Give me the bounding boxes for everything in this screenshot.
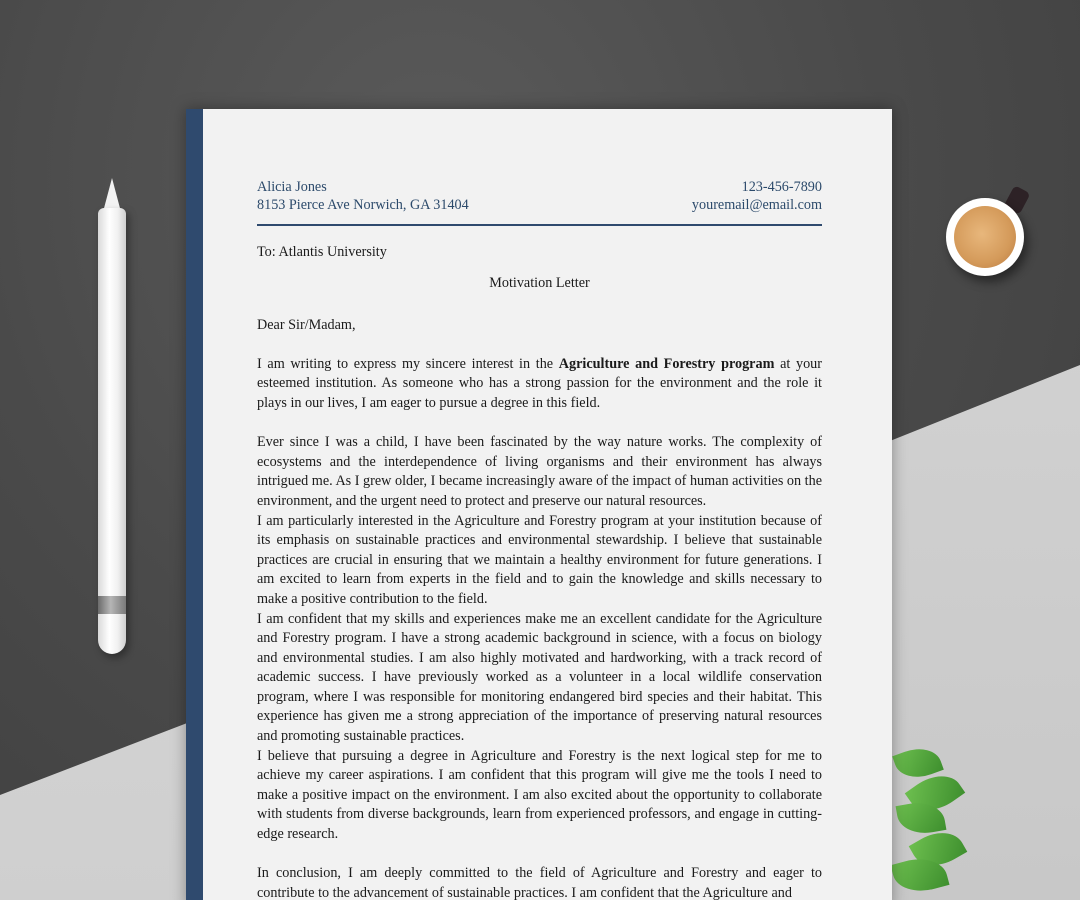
paragraph-1 [257, 355, 822, 414]
sender-email: youremail@email.com [691, 196, 822, 213]
pencil-tip [103, 178, 121, 212]
sender-name: Alicia Jones [257, 179, 327, 195]
plant-leaves [890, 740, 970, 900]
sender-phone: 123-456-7890 [741, 179, 822, 195]
paragraph-5: I believe that pursuing a degree in Agriculture and Forestry is the next logical step for me to achieve my career aspirations. I am confident that this program will give me the tools I need to make a positive impact on the environment. I am also excited about the opportunity to collaborate with students from diverse backgrounds, learn from experienced professors, and engage in cutting-edge research. [257, 747, 822, 843]
paragraph-6: In conclusion, I am deeply committed to the field of Agriculture and Forestry and eager to contribute to the advancement of sustainable practices. I am confident that the Agriculture and [257, 865, 822, 900]
paragraph-1-start: I am writing to express my sincere interest in the [257, 355, 559, 372]
paragraph-1-end: at your esteemed institution. As someone who has a strong passion for the environment and the role it plays in our lives, I am eager to pursue a degree in this field. [257, 355, 822, 411]
accent-stripe [186, 109, 203, 900]
letter-content [257, 179, 822, 900]
letter-paper [186, 109, 892, 900]
header-divider [257, 224, 822, 226]
letter-title: Motivation Letter [489, 274, 590, 291]
paragraph-2: Ever since I was a child, I have been fascinated by the way nature works. The complexity of ecosystems and the interdependence of living organisms and their environment has always intrigued me. As I grew older, I became increasingly aware of the impact of human activities on the environment, and the urgent need to protect and preserve our natural resources. [257, 434, 822, 509]
coffee-liquid [954, 206, 1016, 268]
recipient-line: To: Atlantis University [257, 244, 387, 260]
paragraph-4: I am confident that my skills and experiences make me an excellent candidate for the Agriculture and Forestry program. I have a strong academic background in science, with a focus on biology and environmental studies. I am also highly motivated and hardworking, with a track record of academic success. I have previously worked as a volunteer in a local wildlife conservation program, where I was responsible for monitoring endangered bird species and their habitat. This experience has given me a strong appreciation of the importance of preserving natural resources and promoting sustainable practices. [257, 610, 822, 745]
sender-address: 8153 Pierce Ave Norwich, GA 31404 [257, 196, 469, 213]
sender-block [257, 179, 469, 214]
stylus-pencil [98, 178, 126, 654]
coffee-cup [946, 198, 1026, 278]
contact-block [692, 179, 822, 214]
pencil-band [98, 596, 126, 614]
letter-header [257, 179, 822, 214]
program-name: Agriculture and Forestry program [558, 355, 775, 372]
salutation: Dear Sir/Madam, [257, 317, 356, 334]
paragraph-3: I am particularly interested in the Agriculture and Forestry program at your institution because of its emphasis on sustainable practices and environmental stewardship. I believe that sustainable practices are crucial in ensuring that we maintain a healthy environment for future generations. I am excited to learn from experts in the field and to gain the knowledge and skills necessary to make a positive contribution to the field. [257, 512, 822, 607]
pencil-body [98, 208, 126, 654]
